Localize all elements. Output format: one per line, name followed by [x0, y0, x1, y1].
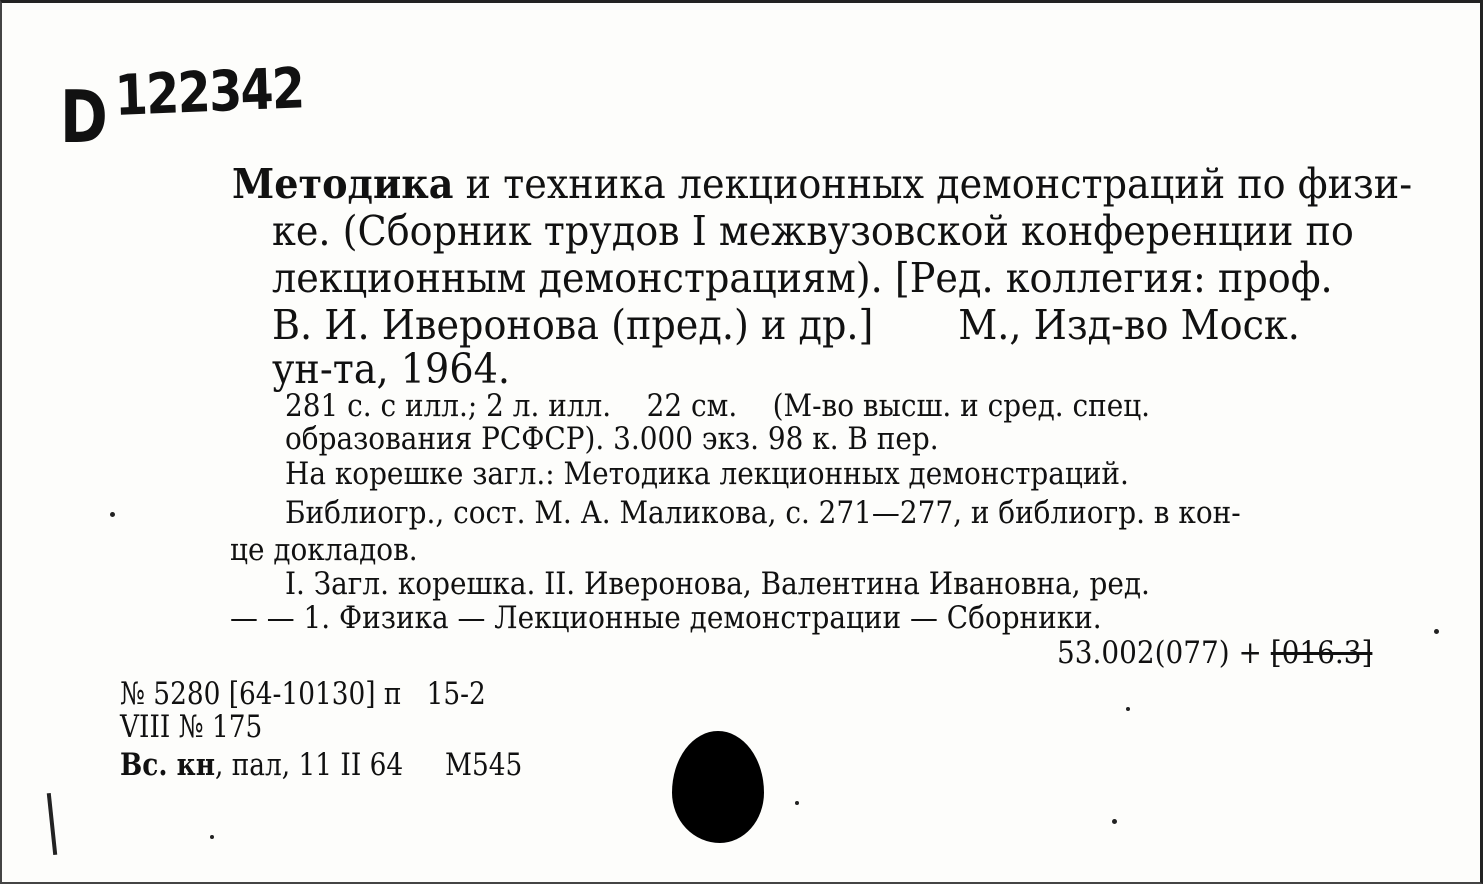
footer-line-1: № 5280 [64-10130] п 15-2	[120, 676, 486, 712]
details-line-7: — — 1. Физика — Лекционные демонстрации — Сборники.	[230, 600, 1102, 636]
footer-line-3-rest: , пал, 11 II 64 М545	[214, 747, 523, 783]
footer-line-3	[120, 747, 522, 783]
details-line-3: На корешке загл.: Методика лекционных демонстраций.	[285, 456, 1129, 492]
entry-line-3: лекционным демонстрациям). [Ред. коллегия: проф.	[272, 254, 1333, 302]
edge-mark	[47, 793, 57, 855]
entry-title-word: Методика	[232, 160, 454, 208]
entry-line-4: В. И. Иверонова (пред.) и др.] М., Изд-во Моск.	[272, 301, 1300, 349]
speck	[1112, 819, 1117, 824]
speck	[110, 512, 115, 517]
details-line-4: Библиогр., сост. М. А. Маликова, с. 271—277, и библиогр. в кон-	[285, 495, 1241, 531]
punch-hole	[672, 731, 764, 843]
handwritten-prefix: D	[60, 75, 108, 159]
footer-line-2: VIII № 175	[120, 709, 263, 745]
entry-line-1-rest: и техника лекционных демонстраций по физи-	[453, 160, 1413, 208]
classification-struck-code: [016.3]	[1270, 635, 1373, 671]
classification-code: 53.002(077) +	[1057, 635, 1271, 671]
classification-number	[1057, 635, 1372, 671]
speck	[1126, 707, 1130, 711]
speck	[1434, 629, 1439, 634]
entry-line-5: ун-та, 1964.	[272, 345, 510, 393]
handwritten-catalog-number: 122342	[113, 56, 305, 129]
details-line-6: I. Загл. корешка. II. Иверонова, Валентина Ивановна, ред.	[285, 566, 1150, 602]
speck	[795, 801, 799, 805]
entry-line-2: ке. (Сборник трудов I межвузовской конференции по	[272, 207, 1354, 255]
entry-line-1	[232, 161, 1412, 208]
speck	[210, 835, 214, 839]
details-line-1: 281 с. с илл.; 2 л. илл. 22 см. (М-во высш. и сред. спец.	[285, 388, 1151, 424]
details-line-2: образования РСФСР). 3.000 экз. 98 к. В пер.	[285, 421, 939, 457]
details-line-5: це докладов.	[230, 532, 418, 568]
footer-abbrev: Вс. кн	[120, 747, 215, 783]
